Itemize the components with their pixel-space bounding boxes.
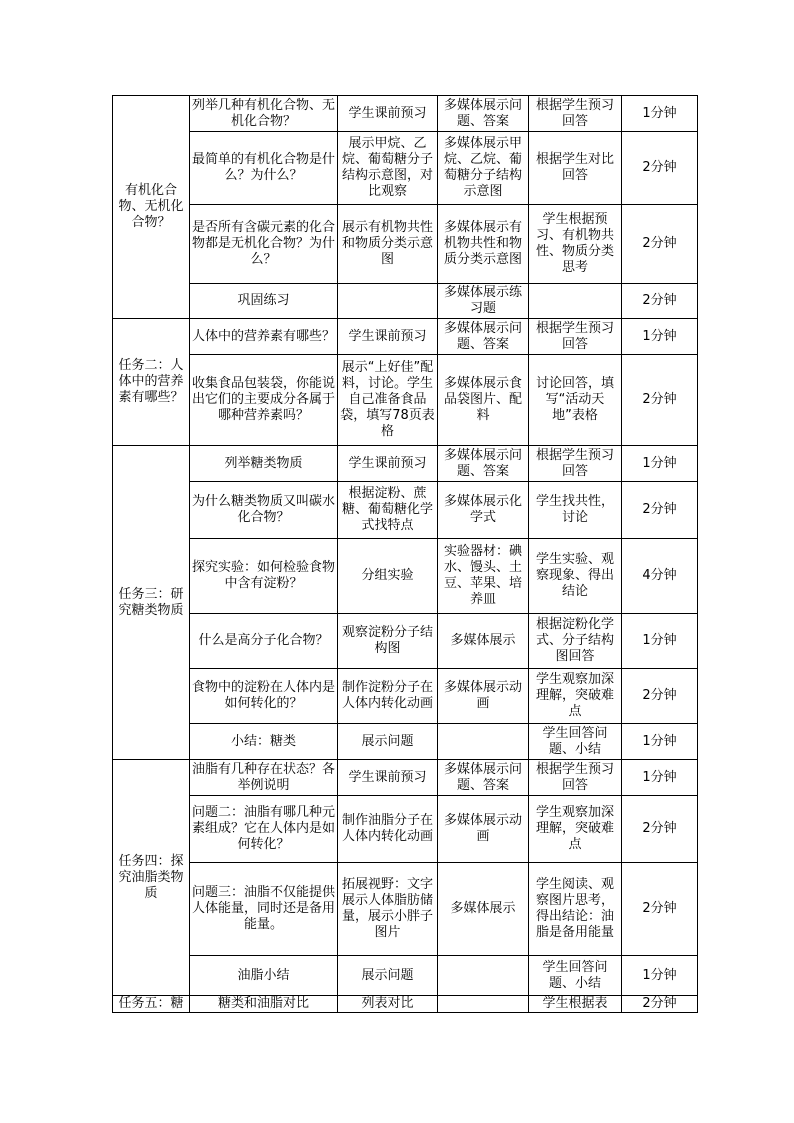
- question-cell: 食物中的淀粉在人体内是如何转化的？: [190, 669, 338, 724]
- table-row: [113, 355, 698, 446]
- activity-cell: 分组实验: [338, 539, 438, 614]
- student-cell: 根据淀粉化学式、分子结构图回答: [529, 614, 622, 669]
- question-cell: 为什么糖类物质又叫碳水化合物？: [190, 482, 338, 539]
- question-cell: 小结：糖类: [190, 724, 338, 760]
- student-cell: 学生实验、观察现象、得出结论: [529, 539, 622, 614]
- student-cell: 学生根据表: [529, 996, 622, 1013]
- media-cell: 多媒体展示甲烷、乙烷、葡萄糖分子结构示意图: [438, 132, 529, 205]
- table-row: [113, 446, 698, 482]
- media-cell: 多媒体展示食品袋图片、配料: [438, 355, 529, 446]
- media-cell: 多媒体展示练习题: [438, 284, 529, 319]
- table-row: [113, 996, 698, 1013]
- lesson-plan-body: [113, 96, 698, 1013]
- student-cell: 学生回答问题、小结: [529, 724, 622, 760]
- time-cell: 2分钟: [622, 355, 698, 446]
- student-cell: 根据学生预习回答: [529, 96, 622, 132]
- question-cell: 问题二：油脂有哪几种元素组成？它在人体内是如何转化？: [190, 796, 338, 863]
- activity-cell: 学生课前预习: [338, 446, 438, 482]
- task-cell: 任务二：人体中的营养素有哪些？: [113, 319, 190, 446]
- time-cell: 1分钟: [622, 446, 698, 482]
- table-row: [113, 669, 698, 724]
- table-row: [113, 205, 698, 284]
- activity-cell: 学生课前预习: [338, 760, 438, 796]
- task-cell: 任务五：糖: [113, 996, 190, 1013]
- table-row: [113, 284, 698, 319]
- media-cell: 多媒体展示: [438, 863, 529, 956]
- student-cell: 学生根据预习、有机物共性、物质分类思考: [529, 205, 622, 284]
- time-cell: 2分钟: [622, 284, 698, 319]
- table-row: [113, 319, 698, 355]
- student-cell: 学生找共性，讨论: [529, 482, 622, 539]
- media-cell: 多媒体展示动画: [438, 669, 529, 724]
- activity-cell: 展示有机物共性和物质分类示意图: [338, 205, 438, 284]
- student-cell: 学生阅读、观察图片思考，得出结论：油脂是备用能量: [529, 863, 622, 956]
- media-cell: 多媒体展示化学式: [438, 482, 529, 539]
- media-cell: 多媒体展示有机物共性和物质分类示意图: [438, 205, 529, 284]
- time-cell: 2分钟: [622, 796, 698, 863]
- time-cell: 1分钟: [622, 724, 698, 760]
- task-cell: 任务四：探究油脂类物质: [113, 760, 190, 996]
- media-cell: 多媒体展示问题、答案: [438, 96, 529, 132]
- time-cell: 1分钟: [622, 614, 698, 669]
- media-cell: 多媒体展示: [438, 614, 529, 669]
- media-cell: 多媒体展示问题、答案: [438, 319, 529, 355]
- question-cell: 油脂有几种存在状态？各举例说明: [190, 760, 338, 796]
- activity-cell: 制作淀粉分子在人体内转化动画: [338, 669, 438, 724]
- question-cell: 探究实验：如何检验食物中含有淀粉？: [190, 539, 338, 614]
- question-cell: 人体中的营养素有哪些？: [190, 319, 338, 355]
- student-cell: 根据学生对比回答: [529, 132, 622, 205]
- student-cell: 根据学生预习回答: [529, 319, 622, 355]
- table-row: [113, 796, 698, 863]
- activity-cell: 学生课前预习: [338, 319, 438, 355]
- question-cell: 是否所有含碳元素的化合物都是无机化合物？为什么？: [190, 205, 338, 284]
- student-cell: 根据学生预习回答: [529, 760, 622, 796]
- media-cell: [438, 996, 529, 1013]
- activity-cell: 展示问题: [338, 956, 438, 996]
- table-row: [113, 956, 698, 996]
- question-cell: 什么是高分子化合物？: [190, 614, 338, 669]
- question-cell: 问题三：油脂不仅能提供人体能量，同时还是备用能量。: [190, 863, 338, 956]
- table-row: [113, 614, 698, 669]
- activity-cell: 观察淀粉分子结构图: [338, 614, 438, 669]
- task-cell: 任务三：研究糖类物质: [113, 446, 190, 760]
- media-cell: 多媒体展示动画: [438, 796, 529, 863]
- activity-cell: [338, 284, 438, 319]
- activity-cell: 学生课前预习: [338, 96, 438, 132]
- media-cell: [438, 724, 529, 760]
- lesson-plan-table: [112, 95, 698, 1013]
- time-cell: 1分钟: [622, 319, 698, 355]
- table-row: [113, 482, 698, 539]
- activity-cell: 列表对比: [338, 996, 438, 1013]
- student-cell: 学生回答问题、小结: [529, 956, 622, 996]
- activity-cell: 根据淀粉、蔗糖、葡萄糖化学式找特点: [338, 482, 438, 539]
- question-cell: 油脂小结: [190, 956, 338, 996]
- student-cell: 学生观察加深理解，突破难点: [529, 796, 622, 863]
- table-row: [113, 539, 698, 614]
- media-cell: 多媒体展示问题、答案: [438, 760, 529, 796]
- time-cell: 1分钟: [622, 760, 698, 796]
- media-cell: 多媒体展示问题、答案: [438, 446, 529, 482]
- media-cell: [438, 956, 529, 996]
- time-cell: 2分钟: [622, 669, 698, 724]
- table-row: [113, 132, 698, 205]
- student-cell: 根据学生预习回答: [529, 446, 622, 482]
- table-row: [113, 96, 698, 132]
- time-cell: 4分钟: [622, 539, 698, 614]
- table-row: [113, 760, 698, 796]
- question-cell: 糖类和油脂对比: [190, 996, 338, 1013]
- time-cell: 2分钟: [622, 996, 698, 1013]
- task-cell: 有机化合物、无机化合物？: [113, 96, 190, 319]
- activity-cell: 展示甲烷、乙烷、葡萄糖分子结构示意图，对比观察: [338, 132, 438, 205]
- question-cell: 收集食品包装袋，你能说出它们的主要成分各属于哪种营养素吗？: [190, 355, 338, 446]
- time-cell: 2分钟: [622, 205, 698, 284]
- question-cell: 列举糖类物质: [190, 446, 338, 482]
- time-cell: 2分钟: [622, 863, 698, 956]
- student-cell: 讨论回答，填写“活动天地”表格: [529, 355, 622, 446]
- time-cell: 2分钟: [622, 132, 698, 205]
- time-cell: 1分钟: [622, 96, 698, 132]
- activity-cell: 展示“上好佳”配料，讨论。学生自己准备食品袋，填写78页表格: [338, 355, 438, 446]
- question-cell: 最简单的有机化合物是什么？为什么？: [190, 132, 338, 205]
- table-row: [113, 863, 698, 956]
- media-cell: 实验器材：碘水、馒头、土豆、苹果、培养皿: [438, 539, 529, 614]
- activity-cell: 制作油脂分子在人体内转化动画: [338, 796, 438, 863]
- student-cell: 学生观察加深理解，突破难点: [529, 669, 622, 724]
- student-cell: [529, 284, 622, 319]
- table-row: [113, 724, 698, 760]
- question-cell: 巩固练习: [190, 284, 338, 319]
- activity-cell: 展示问题: [338, 724, 438, 760]
- time-cell: 1分钟: [622, 956, 698, 996]
- time-cell: 2分钟: [622, 482, 698, 539]
- question-cell: 列举几种有机化合物、无机化合物？: [190, 96, 338, 132]
- activity-cell: 拓展视野：文字展示人体脂肪储量，展示小胖子图片: [338, 863, 438, 956]
